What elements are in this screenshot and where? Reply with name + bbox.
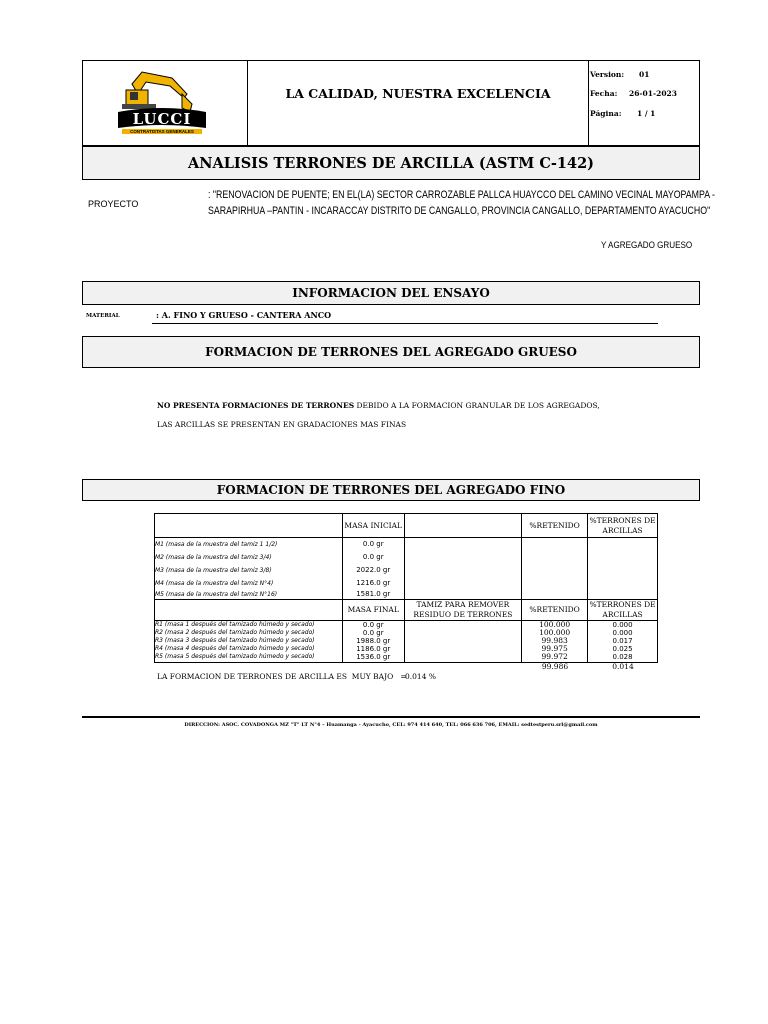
m-row-label: M4 (masa de la muestra del tamiz N°4) [155, 580, 274, 587]
r-row-value: 1988.0 gr [356, 637, 391, 645]
summary-label: LA FORMACION DE TERRONES DE ARCILLA ES MUY BAJO = [157, 672, 407, 681]
header-retenido: %RETENIDO [522, 514, 588, 538]
footer-rule [82, 716, 700, 718]
r-row-value: 0.0 gr [362, 621, 384, 629]
r-row-retenido: 99.983 [541, 636, 568, 645]
r-row-terrones: 0.017 [612, 637, 633, 645]
meta-page-label: Página: [590, 109, 622, 118]
header-terrones-a: %TERRONES DE [589, 515, 656, 525]
header2-empty [155, 600, 343, 621]
coarse-note-rest: DEBIDO A LA FORMACION GRANULAR DE LOS AGREGADOS, [354, 401, 600, 410]
fine-section-title: FORMACION DE TERRONES DEL AGREGADO FINO [82, 479, 700, 501]
r-row-label: R2 (masa 2 después del tamizado húmedo y secado) [155, 629, 315, 636]
m-row-value: 0.0 gr [362, 540, 384, 548]
header-terrones [588, 514, 658, 538]
r-row-retenido: 100.000 [539, 628, 571, 637]
r-retenido-cell [522, 621, 588, 663]
header2-retenido: %RETENIDO [522, 600, 588, 621]
r-terrones-cell [588, 621, 658, 663]
meta-version-label: Version: [590, 70, 625, 79]
total-terrones: 0.014 [612, 662, 634, 671]
header2-terrones-a: %TERRONES DE [589, 600, 656, 609]
header2-terrones [588, 600, 658, 621]
m-row-value: 0.0 gr [362, 553, 384, 561]
header-tamiz [404, 600, 522, 621]
m-empty-cell [588, 538, 658, 600]
meta-date-value: 26-01-2023 [629, 89, 677, 98]
logo-subtitle: CONTRATISTAS GENERALES [122, 129, 202, 134]
header-masa-inicial: MASA INICIAL [342, 514, 404, 538]
meta-date-label: Fecha: [590, 89, 618, 98]
r-row-terrones: 0.000 [612, 621, 633, 629]
r-values-cell [342, 621, 404, 663]
info-section-title: INFORMACION DEL ENSAYO [82, 281, 700, 305]
company-logo [112, 64, 212, 140]
logo-text: LUCCI [132, 110, 192, 128]
total-retenido: 99.986 [541, 662, 569, 671]
coarse-note-2: LAS ARCILLAS SE PRESENTAN EN GRADACIONES MAS FINAS [157, 420, 407, 429]
m-row-value: 1216.0 gr [356, 579, 391, 587]
r-row-terrones: 0.025 [612, 645, 633, 653]
fine-aggregate-table [154, 513, 658, 663]
r-row-value: 1186.0 gr [356, 645, 391, 653]
header-divider-right [588, 60, 589, 146]
r-row-retenido: 99.975 [541, 644, 568, 653]
header-empty-2 [404, 514, 522, 538]
m-empty-cell [404, 538, 522, 600]
r-labels-cell [155, 621, 343, 663]
r-row-retenido: 100.000 [539, 620, 571, 629]
m-row-label: M1 (masa de la muestra del tamiz 1 1/2) [155, 541, 278, 548]
m-row-label: M2 (masa de la muestra del tamiz 3/4) [155, 554, 272, 561]
project-line-2: SARAPIRHUA –PANTIN - INCARACCAY DISTRITO DE CANGALLO, PROVINCIA CANGALLO, DEPARTAMENTO AYACUCHO" [208, 205, 711, 217]
material-value: : A. FINO Y GRUESO - CANTERA ANCO [156, 310, 332, 320]
motto: LA CALIDAD, NUESTRA EXCELENCIA [285, 85, 551, 101]
coarse-note-bold: NO PRESENTA FORMACIONES DE TERRONES [157, 401, 355, 410]
m-values-cell [342, 538, 404, 600]
project-line-1: : "RENOVACION DE PUENTE; EN EL(LA) SECTOR CARROZABLE PALLCA HUAYCCO DEL CAMINO VECINAL MAYOPAMPA - [208, 189, 715, 201]
r-row-label: R3 (masa 3 después del tamizado húmedo y secado) [155, 637, 315, 644]
header-terrones-b: ARCILLAS [602, 525, 643, 535]
coarse-note [157, 401, 600, 410]
r-row-label: R4 (masa 4 después del tamizado húmedo y secado) [155, 645, 315, 652]
r-row-value: 1536.0 gr [356, 653, 391, 661]
m-row-value: 1581.0 gr [356, 590, 391, 598]
r-row-label: R1 (masa 1 después del tamizado húmedo y secado) [155, 621, 315, 628]
r-row-label: R5 (masa 5 después del tamizado húmedo y secado) [155, 653, 315, 660]
header-tamiz-a: TAMIZ PARA REMOVER [416, 600, 510, 609]
r-empty-cell [404, 621, 522, 663]
project-label: PROYECTO [88, 199, 139, 209]
aggregate-note: Y AGREGADO GRUESO [601, 240, 693, 250]
m-row-value: 2022.0 gr [356, 566, 391, 574]
m-row-label: M5 (masa de la muestra del tamiz N°16) [155, 591, 278, 598]
r-row-retenido: 99.972 [541, 652, 568, 661]
document-title: ANALISIS TERRONES DE ARCILLA (ASTM C-142) [82, 146, 700, 180]
summary-value: 0.014 % [405, 672, 436, 681]
material-label: MATERIAL [86, 313, 120, 319]
m-empty-cell [522, 538, 588, 600]
r-row-value: 0.0 gr [362, 629, 384, 637]
m-labels-cell [155, 538, 343, 600]
meta-version-value: 01 [639, 70, 650, 79]
header2-terrones-b: ARCILLAS [602, 610, 643, 619]
header-empty [155, 514, 343, 538]
coarse-section-title: FORMACION DE TERRONES DEL AGREGADO GRUESO [82, 336, 700, 368]
material-underline [152, 323, 658, 324]
r-row-terrones: 0.000 [612, 629, 633, 637]
meta-page-value: 1 / 1 [637, 109, 656, 118]
m-row-label: M3 (masa de la muestra del tamiz 3/8) [155, 567, 272, 574]
header-tamiz-b: RESIDUO DE TERRONES [413, 610, 513, 619]
footer-address: DIRECCION: ASOC. COVADONGA MZ "T" LT N°4 – Huamanga - Ayacucho, CEL: 974 414 640, TEL: 066 636 706, EMAIL: sedtestperu.srl@gmail.com [184, 722, 598, 728]
r-row-terrones: 0.028 [612, 653, 633, 661]
header-masa-final: MASA FINAL [342, 600, 404, 621]
